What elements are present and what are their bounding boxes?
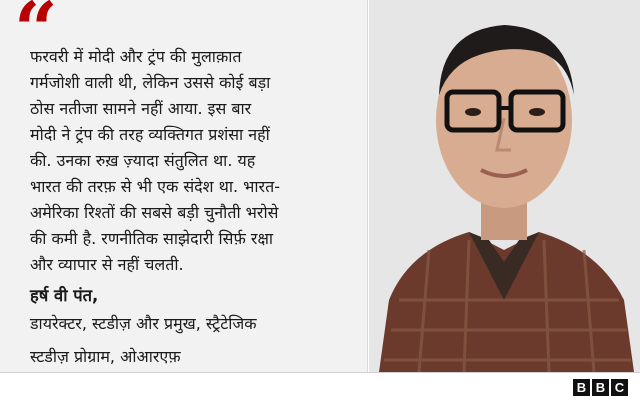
bbc-logo: [573, 379, 628, 396]
author-title: डायरेक्टर, स्टडीज़ और प्रमुख, स्ट्रैटेजिक स्टडीज़ प्रोग्राम, ओआरएफ़: [30, 314, 257, 366]
quote-text: फरवरी में मोदी और ट्रंप की मुलाक़ात गर्मजोशी वाली थी, लेकिन उससे कोई बड़ा ठोस नतीजा सामने नहीं आया. इस बार मोदी ने ट्रंप की तरह व्यक्तिगत प्रशंसा नहीं की. उनका रुख़ ज़्यादा संतुलित था. यह भारत की तरफ़ से भी एक संदेश था. भारत- अमेरिका रिश्तों की सबसे बड़ी चुनौती भरोसे की कमी है. रणनीतिक साझेदारी सिर्फ़ रक्षा और व्यापार से नहीं चलती.: [30, 47, 280, 274]
footer-bar: [0, 372, 640, 400]
logo-letter-b2: B: [592, 379, 609, 396]
portrait-photo: [369, 0, 640, 372]
quote-mark-icon: “: [14, 0, 58, 74]
author-name: हर्ष वी पंत,: [30, 286, 99, 305]
logo-letter-b1: B: [573, 379, 590, 396]
logo-letter-c: C: [611, 379, 628, 396]
portrait-illustration: [369, 0, 640, 372]
